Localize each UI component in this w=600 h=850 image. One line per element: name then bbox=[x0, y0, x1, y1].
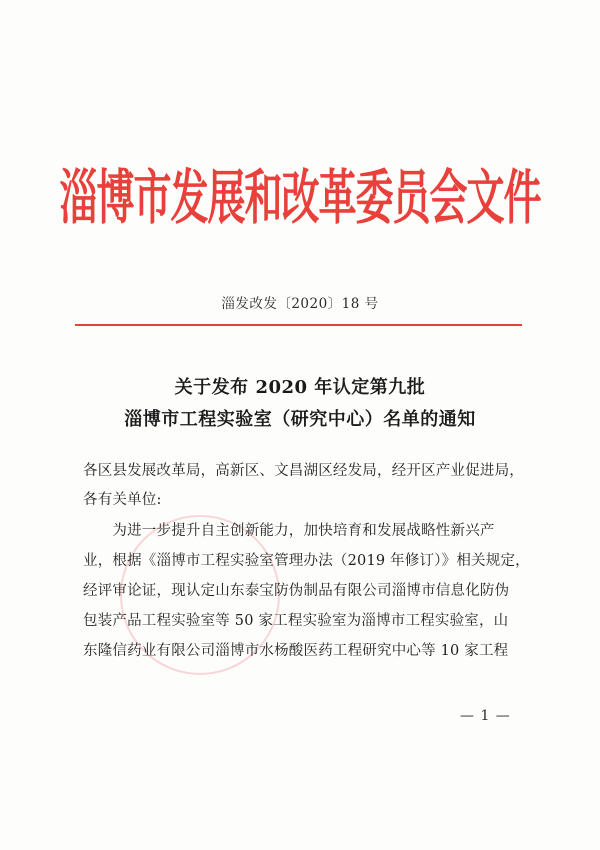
body-line-recipients-cont: 各有关单位: bbox=[83, 492, 162, 508]
document-number: 淄发改发〔2020〕18 号 bbox=[221, 296, 379, 312]
body-paragraph-line-5: 东隆信药业有限公司淄博市水杨酸医药工程研究中心等 10 家工程 bbox=[83, 643, 509, 659]
body-paragraph-line-4: 包装产品工程实验室等 50 家工程实验室为淄博市工程实验室，山 bbox=[83, 613, 509, 629]
body-paragraph-line-2: 业，根据《淄博市工程实验室管理办法（2019 年修订）》相关规定， bbox=[83, 553, 530, 569]
body-line-recipients: 各区县发展改革局，高新区、文昌湖区经发局，经开区产业促进局， bbox=[83, 463, 524, 479]
page-number: — 1 — bbox=[460, 708, 511, 724]
body-paragraph-line-3: 经评审论证，现认定山东泰宝防伪制品有限公司淄博市信息化防伪 bbox=[83, 583, 510, 599]
header-divider bbox=[75, 324, 522, 326]
notice-title-line-1: 关于发布 2020 年认定第九批 bbox=[174, 377, 426, 398]
document-header-title: 淄博市发展和改革委员会文件 bbox=[59, 163, 541, 233]
body-paragraph-line-1: 为进一步提升自主创新能力，加快培育和发展战略性新兴产 bbox=[83, 523, 495, 539]
notice-title-line-2: 淄博市工程实验室（研究中心）名单的通知 bbox=[124, 409, 476, 430]
